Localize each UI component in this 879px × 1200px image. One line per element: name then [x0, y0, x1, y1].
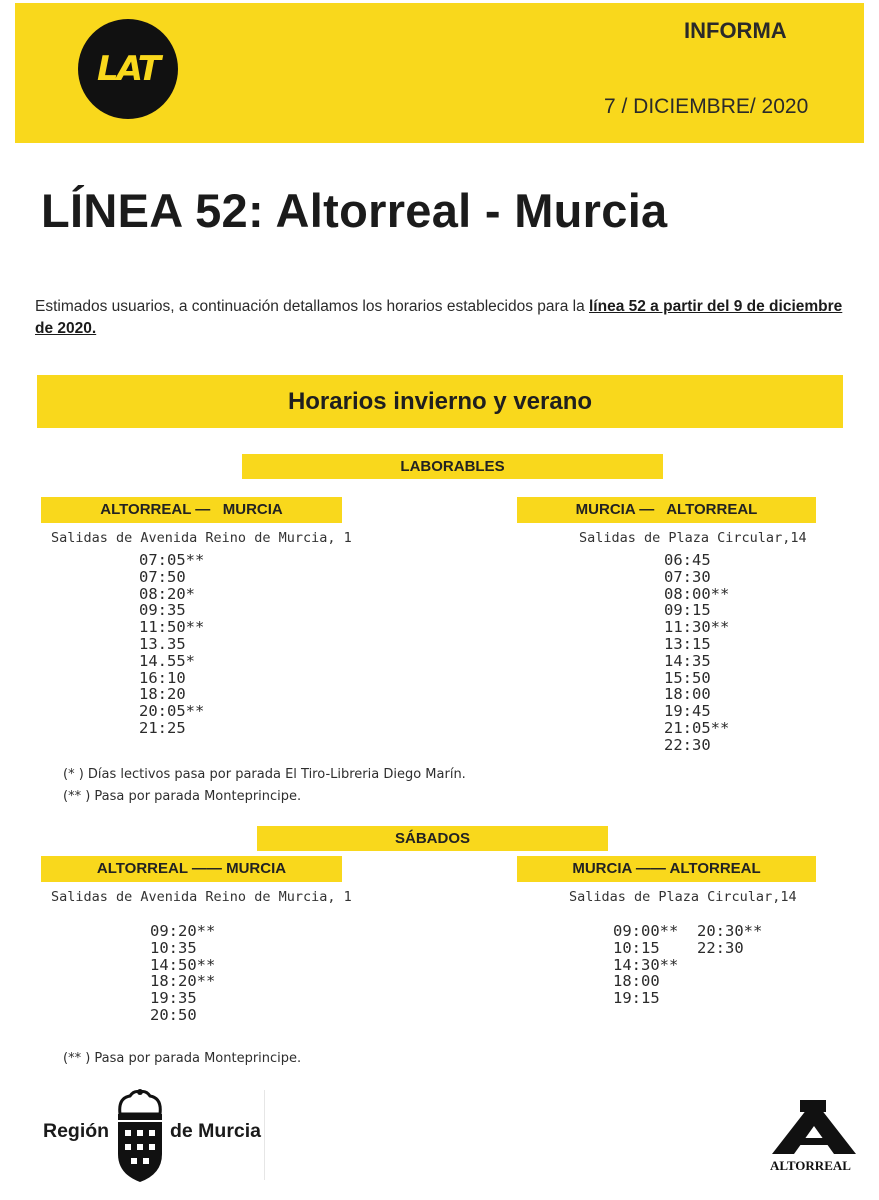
- laborables-route-altorreal-murcia: [41, 497, 342, 523]
- departure-time: 09:20**: [150, 922, 216, 940]
- departure-stop: Salidas de Plaza Circular,14: [579, 530, 807, 546]
- sabados-route-murcia-altorreal: [517, 856, 816, 882]
- departure-time: 14:50**: [150, 955, 216, 974]
- timetable-column: [664, 552, 729, 754]
- departure-time: 10:15: [613, 938, 660, 957]
- departure-time: 11:50**: [139, 618, 205, 637]
- footnote: (** ) Pasa por parada Monteprincipe.: [63, 1051, 302, 1066]
- departure-time: 08:00**: [664, 584, 730, 603]
- departure-time: 09:35: [139, 601, 186, 620]
- departure-stop: Salidas de Avenida Reino de Murcia, 1: [51, 889, 352, 905]
- departure-time: 09:00**: [613, 922, 679, 940]
- sabados-label: SÁBADOS: [394, 830, 470, 847]
- divider: [264, 1090, 265, 1180]
- departure-time: 07:50: [139, 567, 186, 586]
- departure-time: 16:10: [139, 668, 186, 687]
- informa-label: INFORMA: [684, 18, 787, 43]
- departure-time: 21:05**: [664, 718, 730, 737]
- notice-date: 7 / DICIEMBRE/ 2020: [604, 95, 809, 118]
- departure-time: 13.35: [139, 634, 186, 653]
- departure-time: 21:25: [139, 718, 186, 737]
- altorreal-logo-text: ALTORREAL: [770, 1158, 851, 1173]
- timetable-column: [139, 552, 204, 737]
- departure-stop: Salidas de Plaza Circular,14: [569, 889, 797, 905]
- departure-time: 20:50: [150, 1005, 197, 1024]
- departure-time: 20:30**: [697, 922, 763, 940]
- footnote: (** ) Pasa por parada Monteprincipe.: [63, 789, 302, 804]
- page-title: LÍNEA 52: Altorreal - Murcia: [41, 184, 668, 237]
- departure-time: 07:30: [664, 567, 711, 586]
- sabados-banner: [257, 826, 608, 851]
- laborables-banner: [242, 454, 663, 479]
- lat-logo-text: LAT: [97, 49, 159, 89]
- lat-logo: [78, 19, 178, 119]
- departure-time: 19:15: [613, 989, 660, 1008]
- route-label: ALTORREAL —— MURCIA: [96, 860, 287, 877]
- route-label: MURCIA —— ALTORREAL: [572, 860, 761, 877]
- departure-time: 15:50: [664, 668, 711, 687]
- route-label: ALTORREAL — MURCIA: [100, 501, 283, 518]
- departure-time: 22:30: [697, 938, 744, 957]
- route-label: MURCIA — ALTORREAL: [575, 501, 758, 518]
- timetable-column: [150, 923, 215, 1024]
- departure-time: 20:05**: [139, 702, 205, 721]
- sabados-route-altorreal-murcia: [41, 856, 342, 882]
- laborables-route-murcia-altorreal: [517, 497, 816, 523]
- departure-time: 13:15: [664, 634, 711, 653]
- departure-time: 18:20: [139, 685, 186, 704]
- departure-time: 19:45: [664, 702, 711, 721]
- departure-time: 22:30: [664, 735, 711, 754]
- altorreal-logo-icon: [770, 1098, 858, 1156]
- departure-time: 14:30**: [613, 955, 679, 974]
- region-murcia-text-right: de Murcia: [170, 1120, 262, 1142]
- departure-time: 18:20**: [150, 972, 216, 991]
- departure-stop: Salidas de Avenida Reino de Murcia, 1: [51, 530, 352, 546]
- timetable-column: [697, 923, 762, 957]
- region-murcia-crest-icon: [112, 1088, 168, 1184]
- intro-paragraph: [35, 296, 845, 340]
- departure-time: 18:00: [664, 685, 711, 704]
- departure-time: 14:35: [664, 651, 711, 670]
- departure-time: 11:30**: [664, 618, 730, 637]
- departure-time: 18:00: [613, 972, 660, 991]
- departure-time: 19:35: [150, 989, 197, 1008]
- intro-highlight: línea 52 a partir del 9 de diciembre de 2020.: [35, 298, 843, 337]
- season-label: Horarios invierno y verano: [287, 388, 593, 415]
- footnote: (* ) Días lectivos pasa por parada El Tiro-Libreria Diego Marín.: [63, 767, 466, 782]
- departure-time: 14.55*: [139, 651, 195, 670]
- departure-time: 08:20*: [139, 584, 195, 603]
- intro-text: Estimados usuarios, a continuación detallamos los horarios establecidos para la: [35, 298, 589, 315]
- timetable-column: [613, 923, 678, 1007]
- region-murcia-text-left: Región: [43, 1120, 110, 1142]
- departure-time: 09:15: [664, 601, 711, 620]
- departure-time: 06:45: [664, 551, 711, 569]
- laborables-label: LABORABLES: [400, 458, 505, 475]
- season-banner: [37, 375, 843, 428]
- departure-time: 07:05**: [139, 551, 205, 569]
- departure-time: 10:35: [150, 938, 197, 957]
